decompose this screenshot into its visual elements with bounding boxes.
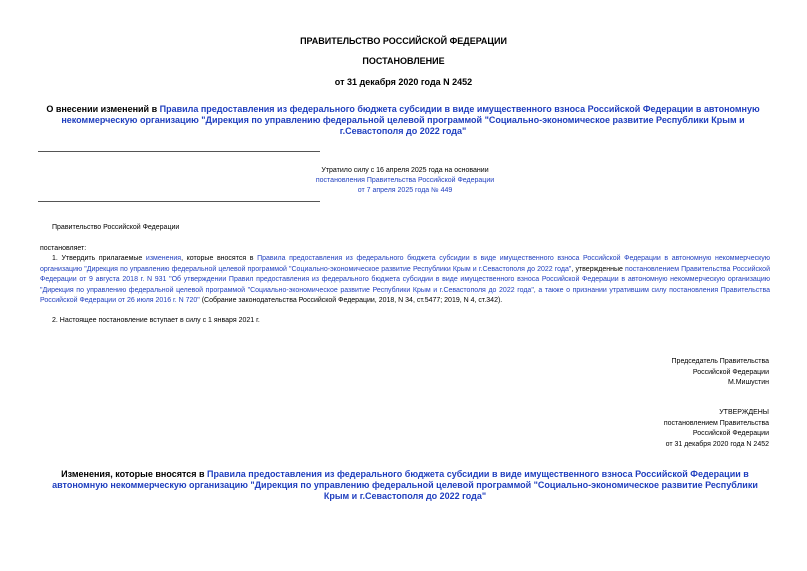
p1-part-b: , которые вносятся в xyxy=(181,255,258,262)
approved-heading: УТВЕРЖДЕНЫ xyxy=(719,409,769,416)
decree-931-link[interactable]: постановлением Правительства Российской Федерации от 9 августа 2018 г. N 931 "Об утверждении Правил предоставления из федерального бюджета субсидии в виде имущественного взноса Российской Федерации в автономную некоммерческую организацию "Дирекция по управлению федеральной целевой программой "Социально-экономическое развитие Республики Крым и г.Севастополя до 2022 года", а также о признании утратившим силу постановления Правительства Российской Федерации от 26 июля 2016 г. N 720" xyxy=(40,265,770,304)
signature-name: М.Мишустин xyxy=(727,379,769,386)
signature-country: Российской Федерации xyxy=(692,368,769,376)
changes-title xyxy=(40,469,770,502)
approved-block xyxy=(569,408,769,450)
lost-force-text: Утратило силу с 16 апреля 2025 года на основании xyxy=(321,167,489,174)
title-prefix: О внесении изменений в xyxy=(46,104,160,114)
approved-by: постановлением Правительства xyxy=(663,419,769,427)
approved-date: от 31 декабря 2020 года N 2452 xyxy=(665,440,769,448)
paragraph-1 xyxy=(40,254,770,307)
approved-country: Российской Федерации xyxy=(692,430,769,437)
document-type: ПОСТАНОВЛЕНИЕ xyxy=(362,56,445,66)
resolves-text: постановляет: xyxy=(40,245,87,252)
lost-force-note xyxy=(300,166,510,196)
lost-force-decree-link[interactable]: постановления Правительства Российской Федерации xyxy=(315,177,495,184)
rules-link-2[interactable]: Правила предоставления из федерального бюджета субсидии в виде имущественного взноса Российской Федерации в автономную некоммерческую организацию "Дирекция по управлению федеральной целевой программой "Социально-экономическое развитие Республики Крым и г.Севастополя до 2022 года" xyxy=(40,255,770,273)
lost-force-date-link[interactable]: от 7 апреля 2025 года № 449 xyxy=(357,187,453,194)
signature-title: Председатель Правительства xyxy=(671,358,769,365)
government-heading: ПРАВИТЕЛЬСТВО РОССИЙСКОЙ ФЕДЕРАЦИИ xyxy=(300,36,507,46)
changes-rules-link[interactable]: Правила предоставления из федерального бюджета субсидии в виде имущественного взноса Российской Федерации в автономную некоммерческую организацию "Дирекция по управлению федеральной целевой программой "Социально-экономическое развитие Республики Крым и г.Севастополя до 2022 года" xyxy=(52,469,758,501)
changes-link[interactable]: изменения xyxy=(145,255,182,262)
rules-link[interactable]: Правила предоставления из федерального бюджета субсидии в виде имущественного взноса Российской Федерации в автономную некоммерческую организацию "Дирекция по управлению федеральной целевой программой "Социально-экономическое развитие Республики Крым и г.Севастополя до 2022 года" xyxy=(61,104,760,136)
document-title xyxy=(44,104,762,137)
p1-part-c: , утвержденные xyxy=(571,265,626,273)
document-date-number: от 31 декабря 2020 года N 2452 xyxy=(334,77,473,87)
p1-part-a: 1. Утвердить прилагаемые xyxy=(52,255,146,262)
divider-top xyxy=(38,151,320,152)
paragraph-2: 2. Настоящее постановление вступает в силу с 1 января 2021 г. xyxy=(52,317,260,324)
government-rf: Правительство Российской Федерации xyxy=(52,224,180,231)
changes-title-prefix: Изменения, которые вносятся в xyxy=(61,469,208,479)
p1-part-d: (Собрание законодательства Российской Федерации, 2018, N 34, ст.5477; 2019, N 4, ст.342). xyxy=(199,297,503,304)
divider-bottom xyxy=(38,201,320,202)
signature-block xyxy=(569,357,769,389)
